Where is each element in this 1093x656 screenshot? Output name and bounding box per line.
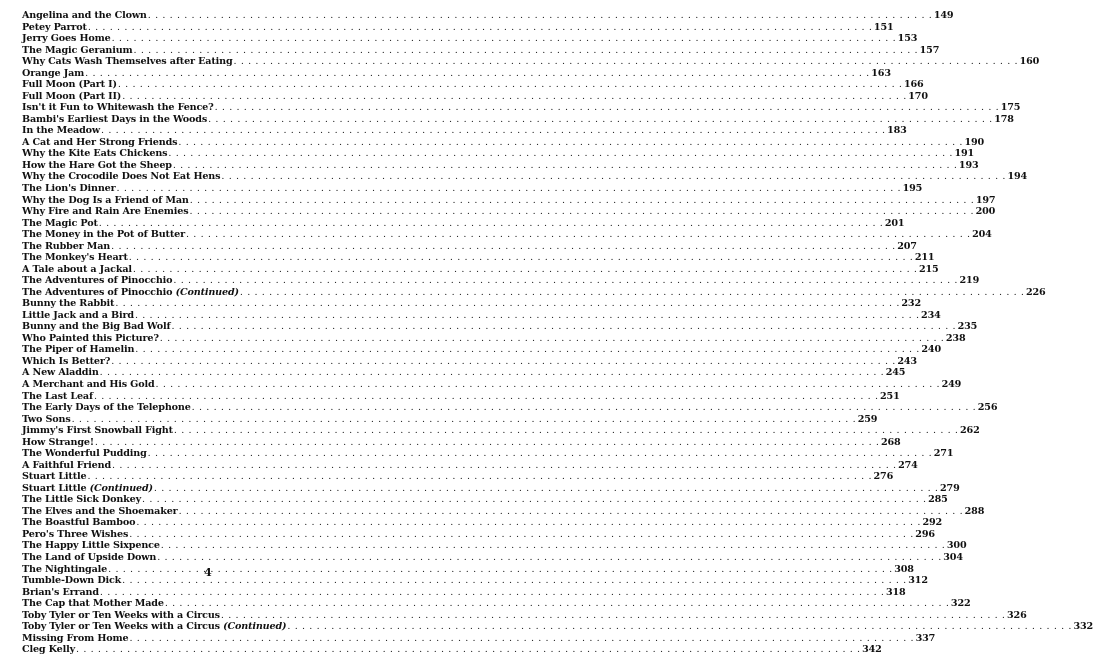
toc-entry-title: [22, 517, 135, 529]
toc-entry: [22, 621, 1093, 633]
dot-leader: [215, 102, 1000, 114]
toc-entry-title-text: The Lion's Dinner: [22, 182, 116, 194]
toc-entry: [22, 379, 962, 391]
dot-leader: [115, 298, 900, 310]
toc-entry-title: [22, 414, 71, 426]
toc-entry-page: 276: [873, 471, 894, 483]
toc-entry-title-text: The Cap that Mother Made: [22, 598, 164, 610]
dot-leader: [148, 448, 933, 460]
toc-entry-title-text: The Early Days of the Telephone: [22, 402, 191, 414]
dot-leader: [161, 540, 946, 552]
dot-leader: [129, 252, 914, 264]
toc-entry: [22, 355, 917, 368]
dot-leader: [190, 195, 975, 207]
dot-leader: [192, 402, 977, 414]
toc-entry: [22, 182, 923, 195]
dot-leader: [148, 10, 933, 22]
toc-entry-title: [22, 183, 116, 195]
toc-entry-title-text: The Land of Upside Down: [22, 551, 157, 563]
toc-entry-title: [22, 494, 141, 506]
toc-entry-title: [22, 356, 110, 368]
toc-entry-continued-note: (Continued): [89, 482, 153, 494]
toc-entry-title-text: The Money in the Pot of Butter: [22, 229, 185, 241]
toc-entry-title: [22, 529, 128, 541]
dot-leader: [134, 45, 919, 57]
toc-entry-title-text: Bambi's Earliest Days in the Woods: [22, 113, 208, 125]
toc-entry: [22, 229, 992, 241]
dot-leader: [72, 414, 857, 426]
dot-leader: [118, 79, 903, 91]
dot-leader: [87, 471, 872, 483]
toc-entry: [22, 644, 882, 656]
toc-entry: [22, 286, 1046, 299]
dot-leader: [178, 137, 963, 149]
page-number: 4: [204, 566, 212, 579]
dot-leader: [174, 425, 959, 437]
toc-entry-page: 234: [921, 309, 941, 321]
toc-entry-title-text: Tumble-Down Dick: [22, 575, 122, 587]
toc-entry-title: [22, 471, 86, 483]
toc-entry-title-text: A Tale about a Jackal: [22, 263, 132, 275]
toc-entry-title: [22, 633, 129, 645]
toc-entry-page: 249: [941, 379, 962, 390]
toc-entry-title: [22, 310, 134, 322]
toc-entry-title-text: Angelina and the Clown: [22, 10, 147, 21]
toc-entry-title-text: A New Aladdin: [22, 367, 99, 379]
toc-entry: [22, 102, 1021, 114]
toc-entry-title: [22, 33, 111, 45]
toc-entry-title-text: Petey Parrot: [22, 21, 87, 33]
toc-entry: [22, 298, 921, 310]
dot-leader: [76, 644, 861, 656]
toc-entry: [22, 551, 963, 564]
toc-entry-page: 149: [933, 10, 954, 21]
toc-entry-title: [22, 437, 94, 449]
toc-entry-page: 226: [1026, 286, 1046, 298]
toc-entry: [22, 505, 985, 518]
toc-entry-title: [22, 448, 147, 460]
toc-entry-title: [22, 229, 185, 241]
toc-entry-page: 151: [873, 21, 894, 33]
toc-entry-title: [22, 540, 160, 552]
toc-entry: [22, 471, 894, 483]
toc-entry-title-text: Bunny the Rabbit: [22, 298, 115, 310]
dot-leader: [157, 552, 942, 564]
toc-entry-title: [22, 137, 177, 149]
dot-leader: [99, 218, 884, 230]
toc-entry-title-text: The Last Leaf: [22, 390, 93, 402]
toc-entry-title: [22, 206, 189, 218]
dot-leader: [111, 356, 896, 368]
toc-entry-page: 195: [902, 182, 923, 194]
toc-entry-title: [22, 298, 114, 310]
toc-entry-title-text: The Boastful Bamboo: [22, 517, 136, 529]
toc-entry-title-text: Cleg Kelly: [22, 644, 76, 656]
toc-entry-page: 332: [1073, 621, 1093, 633]
toc-entry-title-text: Isn't it Fun to Whitewash the Fence?: [22, 102, 214, 114]
toc-entry-title-text: Who Painted this Picture?: [22, 332, 159, 344]
toc-entry: [22, 344, 941, 356]
toc-entry: [22, 402, 998, 414]
toc-entry-page: 308: [894, 563, 914, 575]
toc-entry: [22, 367, 906, 379]
toc-entry-title: [22, 10, 147, 22]
toc-entry-title-text: The Monkey's Heart: [22, 252, 128, 264]
toc-entry-page: 243: [897, 355, 917, 367]
toc-entry-title: [22, 621, 286, 633]
toc-entry-title: [22, 79, 117, 91]
toc-entry-page: 235: [957, 321, 978, 333]
dot-leader: [111, 241, 896, 253]
toc-entry-title-text: Orange Jam: [22, 67, 85, 79]
toc-entry: [22, 56, 1040, 68]
toc-entry-title: [22, 598, 164, 610]
toc-entry: [22, 171, 1028, 183]
toc-entry-title: [22, 483, 153, 495]
dot-leader: [173, 275, 958, 287]
toc-entry-title: [22, 425, 173, 437]
toc-entry-title: [22, 321, 170, 333]
toc-entry-continued-note: (Continued): [175, 286, 239, 298]
toc-entry-title: [22, 68, 84, 80]
toc-entry: [22, 459, 918, 472]
toc-entry-page: 178: [994, 113, 1014, 125]
toc-entry: [22, 67, 891, 80]
toc-entry-page: 240: [921, 344, 941, 356]
toc-entry-page: 251: [880, 390, 900, 402]
toc-entry-page: 318: [886, 586, 906, 598]
toc-entry-page: 207: [897, 240, 917, 252]
toc-entry-title: [22, 125, 100, 137]
toc-entry-title: [22, 367, 99, 379]
toc-entry: [22, 79, 924, 91]
toc-entry-title-text: The Little Sick Donkey: [22, 494, 142, 506]
toc-entry-title-text: Why Cats Wash Themselves after Eating: [22, 56, 233, 68]
dot-leader: [221, 171, 1006, 183]
toc-entry: [22, 44, 940, 57]
toc-entry-page: 279: [940, 482, 960, 494]
toc-entry-title: [22, 218, 98, 230]
dot-leader: [287, 621, 1072, 633]
toc-entry-page: 271: [933, 448, 954, 460]
toc-entry: [22, 425, 980, 437]
toc-entry-page: 160: [1019, 56, 1040, 68]
dot-leader: [129, 529, 914, 541]
toc-entry-title-text: Pero's Three Wishes: [22, 528, 129, 540]
dot-leader: [171, 321, 956, 333]
toc-entry: [22, 332, 966, 345]
toc-entry: [22, 159, 979, 172]
toc-entry-page: 191: [954, 148, 975, 160]
dot-leader: [112, 33, 897, 45]
toc-entry-page: 238: [945, 332, 966, 344]
toc-entry-page: 200: [975, 206, 996, 218]
toc-entry: [22, 90, 928, 103]
toc-entry-title: [22, 506, 178, 518]
toc-entry-page: 219: [959, 275, 980, 287]
toc-entry-title: [22, 241, 110, 253]
toc-entry-title-text: Two Sons: [22, 413, 71, 425]
toc-entry-title-text: The Adventures of Pinocchio: [22, 286, 173, 298]
toc-entry-page: 197: [975, 194, 996, 206]
toc-entry-page: 300: [946, 540, 967, 552]
dot-leader: [117, 183, 902, 195]
toc-entry-page: 194: [1007, 171, 1028, 183]
toc-entry: [22, 390, 900, 403]
toc-entry-page: 268: [881, 436, 901, 448]
toc-entry-page: 326: [1007, 609, 1027, 621]
toc-entry-title: [22, 587, 99, 599]
toc-entry-title: [22, 610, 220, 622]
table-of-contents: [22, 10, 1093, 656]
toc-entry-title-text: Missing From Home: [22, 632, 129, 644]
toc-entry: [22, 240, 917, 253]
toc-entry: [22, 586, 906, 599]
dot-leader: [186, 229, 971, 241]
toc-entry: [22, 517, 943, 529]
toc-entry: [22, 113, 1014, 126]
toc-entry-title: [22, 171, 220, 183]
toc-entry-title-text: The Piper of Hamelin: [22, 344, 135, 356]
toc-entry: [22, 321, 978, 333]
toc-entry-page: 285: [928, 494, 948, 506]
dot-leader: [160, 333, 945, 345]
toc-entry-title: [22, 379, 155, 391]
toc-entry-title-text: Jerry Goes Home: [22, 33, 111, 45]
dot-leader: [221, 610, 1006, 622]
toc-entry-page: 296: [915, 528, 935, 540]
toc-entry-page: 342: [862, 644, 882, 656]
dot-leader: [122, 91, 907, 103]
toc-entry-title: [22, 344, 134, 356]
toc-entry-title: [22, 402, 191, 414]
toc-entry-page: 190: [964, 136, 985, 148]
toc-entry-title-text: The Elves and the Shoemaker: [22, 505, 178, 517]
dot-leader: [190, 206, 975, 218]
toc-entry-title: [22, 391, 93, 403]
toc-entry-title-text: Why the Crocodile Does Not Eat Hens: [22, 171, 221, 183]
toc-entry-page: 153: [897, 33, 918, 45]
toc-entry-title-text: Toby Tyler or Ten Weeks with a Circus: [22, 609, 220, 621]
toc-entry: [22, 21, 894, 34]
dot-leader: [130, 633, 915, 645]
toc-entry: [22, 33, 918, 45]
dot-leader: [85, 68, 870, 80]
toc-entry-title-text: Stuart Little: [22, 471, 87, 483]
toc-entry-title-text: A Merchant and His Gold: [22, 379, 155, 390]
toc-entry-page: 183: [887, 125, 907, 137]
dot-leader: [179, 506, 964, 518]
toc-entry-page: 163: [871, 67, 891, 79]
toc-entry-title: [22, 102, 214, 114]
toc-entry-continued-note: (Continued): [223, 621, 287, 633]
toc-entry-title-text: Full Moon (Part I): [22, 79, 117, 91]
toc-entry: [22, 10, 954, 22]
dot-leader: [101, 125, 886, 137]
toc-entry-title: [22, 460, 111, 472]
dot-leader: [168, 148, 953, 160]
toc-entry: [22, 206, 996, 218]
toc-entry-title: [22, 644, 75, 656]
toc-entry-title: [22, 160, 172, 172]
dot-leader: [88, 22, 873, 34]
toc-entry-page: 262: [960, 425, 980, 437]
dot-leader: [100, 367, 885, 379]
toc-entry-page: 322: [950, 598, 971, 610]
toc-entry-page: 157: [919, 44, 940, 56]
toc-entry: [22, 436, 901, 449]
toc-entry-title-text: Full Moon (Part II): [22, 90, 122, 102]
dot-leader: [154, 483, 939, 495]
toc-entry-page: 274: [898, 459, 918, 471]
toc-entry-page: 211: [914, 252, 935, 264]
toc-entry: [22, 136, 985, 149]
toc-entry-page: 232: [901, 298, 921, 310]
toc-entry: [22, 528, 935, 541]
toc-entry-page: 175: [1000, 102, 1021, 114]
toc-entry-title: [22, 275, 172, 287]
toc-entry-page: 256: [977, 402, 998, 414]
toc-entry-page: 288: [964, 505, 985, 517]
dot-leader: [156, 379, 941, 391]
toc-entry-title: [22, 552, 156, 564]
toc-entry-page: 204: [972, 229, 992, 241]
toc-entry-page: 337: [915, 632, 936, 644]
toc-entry-title-text: A Faithful Friend: [22, 459, 112, 471]
toc-entry: [22, 275, 980, 287]
toc-entry-page: 292: [922, 517, 943, 529]
toc-entry-page: 170: [908, 90, 928, 102]
toc-entry: [22, 598, 971, 610]
toc-entry-title: [22, 287, 239, 299]
dot-leader: [112, 460, 897, 472]
toc-entry: [22, 263, 939, 276]
dot-leader: [208, 114, 993, 126]
toc-entry-page: 215: [918, 263, 939, 275]
toc-entry-title: [22, 252, 128, 264]
toc-entry-title-text: Jimmy's First Snowball Fight: [22, 425, 173, 437]
dot-leader: [133, 264, 918, 276]
toc-entry: [22, 309, 941, 322]
toc-entry-title: [22, 56, 233, 68]
toc-entry-title: [22, 45, 133, 57]
dot-leader: [136, 517, 921, 529]
toc-entry-title-text: Which Is Better?: [22, 355, 111, 367]
toc-entry-title: [22, 333, 159, 345]
toc-entry-title-text: The Magic Geranium: [22, 44, 133, 56]
toc-entry: [22, 125, 907, 137]
toc-entry: [22, 448, 954, 460]
dot-leader: [240, 287, 1025, 299]
toc-entry: [22, 609, 1027, 622]
dot-leader: [135, 310, 920, 322]
toc-entry-page: 245: [885, 367, 906, 379]
toc-entry-title-text: The Wonderful Pudding: [22, 448, 147, 460]
toc-entry-title: [22, 22, 87, 34]
toc-entry: [22, 148, 975, 160]
toc-entry-title-text: Little Jack and a Bird: [22, 309, 134, 321]
toc-entry-page: 166: [903, 79, 924, 91]
toc-entry-title-text: Why the Dog Is a Friend of Man: [22, 194, 189, 206]
toc-entry-title-text: How Strange!: [22, 436, 94, 448]
toc-entry-title-text: The Magic Pot: [22, 217, 98, 229]
dot-leader: [95, 437, 880, 449]
toc-entry-title-text: Brian's Errand: [22, 586, 99, 598]
toc-entry: [22, 194, 996, 207]
dot-leader: [234, 56, 1019, 68]
toc-entry-title-text: Why Fire and Rain Are Enemies: [22, 206, 189, 218]
dot-leader: [142, 494, 927, 506]
toc-entry-title-text: The Happy Little Sixpence: [22, 540, 160, 552]
toc-entry-title: [22, 148, 167, 160]
toc-entry: [22, 494, 948, 506]
toc-entry-title-text: The Adventures of Pinocchio: [22, 275, 173, 287]
dot-leader: [94, 391, 879, 403]
toc-entry: [22, 540, 967, 552]
toc-entry: [22, 252, 935, 264]
toc-entry-title-text: The Rubber Man: [22, 240, 111, 252]
toc-entry-page: 304: [943, 551, 963, 563]
toc-entry-title-text: Why the Kite Eats Chickens: [22, 148, 168, 160]
dot-leader: [100, 587, 885, 599]
toc-entry-title: [22, 264, 132, 276]
toc-entry-page: 259: [857, 413, 878, 425]
toc-entry-title: [22, 91, 121, 103]
toc-entry-title-text: Toby Tyler or Ten Weeks with a Circus: [22, 621, 220, 633]
toc-entry-title-text: In the Meadow: [22, 125, 101, 137]
dot-leader: [135, 344, 920, 356]
toc-entry-title-text: How the Hare Got the Sheep: [22, 159, 172, 171]
toc-entry-title: [22, 114, 207, 126]
toc-entry: [22, 217, 905, 230]
toc-entry-title: [22, 195, 189, 207]
toc-entry-title-text: The Nightingale: [22, 563, 108, 575]
toc-entry-page: 201: [884, 217, 905, 229]
toc-entry-title-text: Bunny and the Big Bad Wolf: [22, 321, 171, 333]
toc-entry-title-text: A Cat and Her Strong Friends: [22, 136, 178, 148]
toc-entry-page: 312: [908, 575, 928, 587]
dot-leader: [165, 598, 950, 610]
toc-entry: [22, 632, 936, 645]
dot-leader: [173, 160, 958, 172]
toc-entry: [22, 482, 960, 495]
toc-entry-title-text: Stuart Little: [22, 482, 87, 494]
toc-entry: [22, 413, 878, 426]
toc-entry-page: 193: [958, 159, 979, 171]
